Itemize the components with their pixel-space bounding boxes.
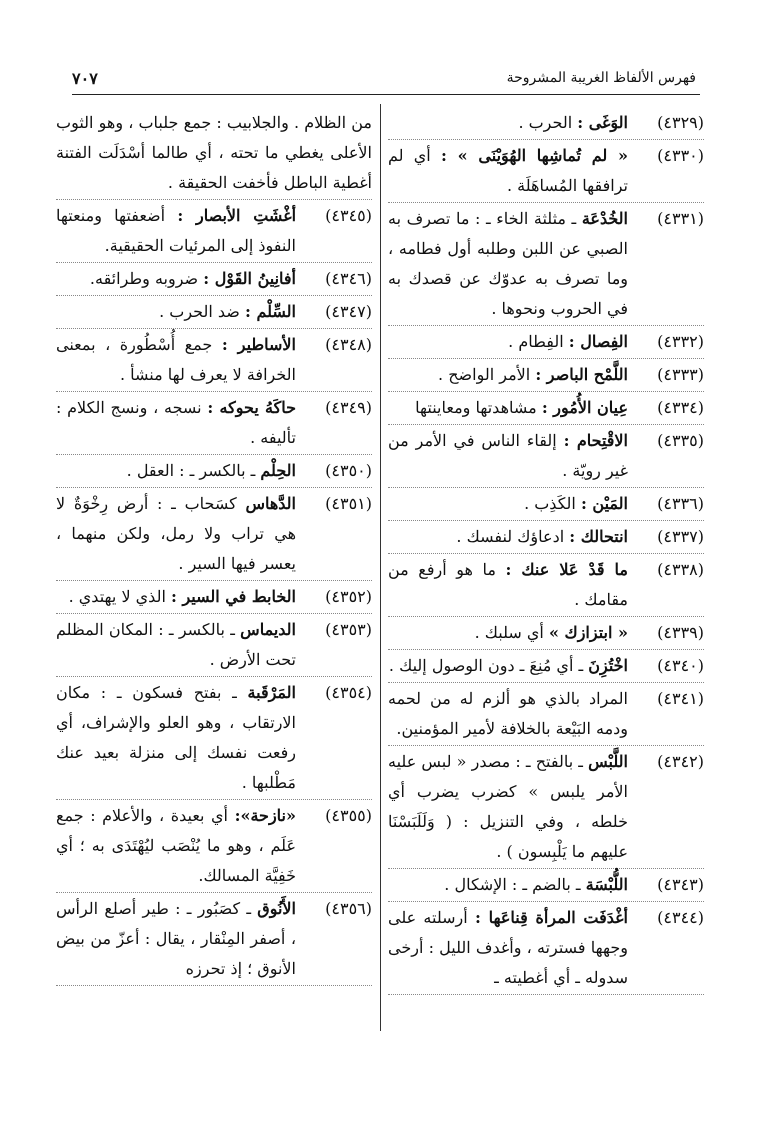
entry-text: [56, 582, 296, 612]
entry-term: المَرْقَبة: [247, 683, 296, 702]
glossary-entry: [388, 108, 704, 140]
entry-definition: ادعاؤك لنفسك .: [456, 527, 570, 546]
glossary-entry: [56, 489, 372, 581]
glossary-entry: [56, 894, 372, 986]
glossary-entry: [388, 204, 704, 326]
entry-number: (٤٣٥٣): [325, 620, 372, 639]
glossary-entry: [56, 264, 372, 296]
page-header: [72, 66, 696, 90]
entry-definition: جمع أُسْطُورة ، بمعنى الخرافة لا يعرف لها منشأ .: [56, 335, 296, 384]
glossary-entry: [56, 582, 372, 614]
entry-text: [388, 426, 628, 486]
entry-text: [388, 684, 628, 744]
entry-text: [56, 678, 296, 798]
glossary-entry: [56, 330, 372, 392]
entry-text: [56, 894, 296, 984]
entry-text: [56, 615, 296, 675]
entry-number: (٤٣٥١): [325, 494, 372, 513]
entry-term: أغْدَفَت المرأة قِناعَها :: [474, 908, 628, 927]
entry-definition: ـ بالكسر ـ : العقل .: [126, 461, 261, 480]
entry-text: [388, 870, 628, 900]
entry-definition: ـ مثلثة الخاء ـ : ما تصرف به الصبي عن اللبن وطلبه أول فطامه ، وما تصرف به عدوّك عن قصدك به في الحروب ونحوها .: [388, 209, 628, 318]
entry-number: (٤٣٣١): [657, 209, 704, 228]
entry-number: (٤٣٢٩): [657, 113, 704, 132]
entry-term: انتحالك :: [569, 527, 628, 546]
entry-term: الديماس: [240, 620, 296, 639]
entry-term: اللُّبْسَة: [585, 875, 628, 894]
entry-definition: من الظلام . والجلابيب : جمع جلباب ، وهو الثوب الأعلى يغطي ما تحته ، أي طالما أسْدَلَت الفتنة أغطية الباطل فأخفت الحقيقة .: [56, 113, 372, 192]
entry-number: (٤٣٤٠): [657, 656, 704, 675]
entry-text: [388, 108, 628, 138]
glossary-entry: [388, 327, 704, 359]
entry-definition: أي سلبك .: [474, 623, 549, 642]
entry-number: (٤٣٤٨): [325, 335, 372, 354]
glossary-entry: [56, 456, 372, 488]
entry-term: الحِلْم: [260, 461, 296, 480]
entry-text: [388, 555, 628, 615]
entry-term: المَيْن :: [580, 494, 628, 513]
entry-definition: ـ بفتح فسكون ـ : مكان الارتقاب ، وهو العلو والإشراف، أي رفعت نفسك إلى منزلة بعيد عنك مَطْلبها .: [56, 683, 296, 792]
right-column: [388, 108, 704, 996]
glossary-entry: [388, 489, 704, 521]
entry-definition: ـ بالكسر ـ : المكان المظلم تحت الأرض .: [56, 620, 296, 669]
entry-number: (٤٣٥٤): [325, 683, 372, 702]
entry-definition: ما هو أرفع من مقامك .: [388, 560, 628, 609]
entry-definition: مشاهدتها ومعاينتها: [415, 398, 542, 417]
entry-number: (٤٣٤٣): [657, 875, 704, 894]
entry-number: (٤٣٤٧): [325, 302, 372, 321]
entry-definition: ـ أي مُنِعَ ـ دون الوصول إليك .: [388, 656, 589, 675]
entry-definition: الأمر الواضح .: [438, 365, 536, 384]
entry-number: (٤٣٥٠): [325, 461, 372, 480]
entry-term: أغْشَتِ الأبصار :: [177, 206, 297, 225]
entry-term: الأَنُوق: [257, 899, 296, 918]
glossary-entry: [388, 522, 704, 554]
entry-number: (٤٣٣٨): [657, 560, 704, 579]
entry-term: الأساطير :: [221, 335, 296, 354]
entry-term: الخابط في السير :: [170, 587, 296, 606]
entry-term: اللَّمْح الباصر :: [535, 365, 628, 384]
entry-definition: أي لم ترافقها المُساهَلَة .: [388, 146, 628, 195]
glossary-entry: [56, 678, 372, 800]
glossary-entry: [388, 555, 704, 617]
entry-definition: أي بعيدة ، والأعلام : جمع عَلَم ، وهو ما يُنْصَب ليُهْتَدَى به ؛ أي خَفِيَّة المسالك.: [56, 806, 296, 885]
glossary-entry: [388, 747, 704, 869]
entry-definition: ضروبه وطرائقه.: [89, 269, 204, 288]
entry-number: (٤٣٣٩): [657, 623, 704, 642]
entry-text: [56, 801, 296, 891]
entry-number: (٤٣٤٦): [325, 269, 372, 288]
entry-text: [388, 327, 628, 357]
entry-definition: ـ بالضم ـ : الإشكال .: [444, 875, 586, 894]
header-rule: [72, 94, 700, 95]
entry-term: ما قَدْ عَلا عنك :: [505, 560, 628, 579]
entry-text: [56, 108, 372, 198]
entry-number: (٤٣٣٣): [657, 365, 704, 384]
entry-text: [56, 264, 296, 294]
entry-text: [56, 330, 296, 390]
entry-definition: الذي لا يهتدي .: [68, 587, 171, 606]
entry-definition: إلقاء الناس في الأمر من غير رويّة .: [388, 431, 628, 480]
glossary-entry: [56, 393, 372, 455]
entry-text: [388, 489, 628, 519]
entry-term: الوَغَى :: [577, 113, 628, 132]
entry-definition: كسَحاب ـ : أرض رِخْوَةٌ لا هي تراب ولا رمل، ولكن منهما ، يعسر فيها السير .: [56, 494, 296, 573]
entry-definition: ـ كصَبُور ـ : طير أصلع الرأس ، أصفر المِنْقار ، يقال : أعزّ من بيض الأنوق ؛ إذ تحرزه: [56, 899, 296, 978]
entry-definition: ـ بالفتح ـ : مصدر « لبس عليه الأمر يلبس » كضرب يضرب أي خلطه ، وفي التنزيل : ( وَلَلَبَسْنَا عليهم ما يَلْبِسون ) .: [388, 752, 628, 861]
entry-term: عِيان الأُمُور :: [541, 398, 628, 417]
entry-text: [56, 456, 296, 486]
glossary-entry: [388, 618, 704, 650]
entry-text: [388, 522, 628, 552]
entry-term: اخْتُزِنَ: [588, 656, 628, 675]
entry-number: (٤٣٣٢): [657, 332, 704, 351]
entry-definition: الحرب .: [518, 113, 578, 132]
page-number: ٧٠٧: [72, 68, 98, 88]
entry-number: (٤٣٤١): [657, 689, 704, 708]
entry-term: « لم تُماشِها الهُوَيْنَى » :: [441, 146, 629, 165]
glossary-entry: [388, 360, 704, 392]
entry-text: [56, 297, 296, 327]
glossary-entry: [56, 615, 372, 677]
glossary-entry: [388, 903, 704, 995]
entry-term: الخُدْعَة: [581, 209, 628, 228]
entry-definition: نسجه ، ونسج الكلام : تأليفه .: [56, 398, 296, 447]
entry-number: (٤٣٣٧): [657, 527, 704, 546]
entry-term: حاكَهُ يحوكه :: [207, 398, 296, 417]
entry-term: أفانِينُ القَوْل :: [203, 269, 296, 288]
entry-term: الاقْتِحام :: [563, 431, 629, 450]
glossary-entry: [56, 801, 372, 893]
entry-term: «نازحة»:: [234, 806, 296, 825]
entry-text: [388, 360, 628, 390]
entry-number: (٤٣٣٥): [657, 431, 704, 450]
glossary-entry: [388, 426, 704, 488]
entry-text: [388, 141, 628, 201]
glossary-entry: [388, 651, 704, 683]
entry-number: (٤٣٤٩): [325, 398, 372, 417]
entry-definition: الفِطام .: [508, 332, 569, 351]
running-title: فهرس الألفاظ الغريبة المشروحة: [506, 70, 696, 86]
entry-number: (٤٣٥٥): [325, 806, 372, 825]
entry-term: الدَّهاس: [245, 494, 296, 513]
entry-definition: المراد بالذي هو ألزم له من لحمه ودمه البَيْعة بالخلافة لأمير المؤمنين.: [388, 689, 628, 738]
entry-number: (٤٣٤٢): [657, 752, 704, 771]
entry-definition: أرسلته على وجهها فسترته ، وأغدف الليل : أرخى سدوله ـ أي أغطيته ـ: [388, 908, 628, 987]
entry-text: [56, 489, 296, 579]
glossary-entry: [388, 141, 704, 203]
entry-term: الفِصال :: [568, 332, 628, 351]
glossary-entry: [56, 108, 372, 200]
glossary-entry: [388, 870, 704, 902]
entry-number: (٤٣٤٤): [657, 908, 704, 927]
entry-definition: الكَذِب .: [524, 494, 581, 513]
entry-text: [388, 393, 628, 423]
glossary-entry: [56, 297, 372, 329]
entry-number: (٤٣٣٠): [657, 146, 704, 165]
entry-term: السِّلْم :: [244, 302, 296, 321]
entry-text: [388, 651, 628, 681]
entry-term: اللَّبْس: [588, 752, 628, 771]
entry-text: [388, 204, 628, 324]
left-column: [56, 108, 372, 987]
entry-number: (٤٣٣٤): [657, 398, 704, 417]
entry-definition: ضد الحرب .: [159, 302, 245, 321]
entry-text: [56, 393, 296, 453]
entry-term: « ابتزازك »: [548, 623, 628, 642]
entry-text: [388, 903, 628, 993]
glossary-entry: [388, 684, 704, 746]
entry-number: (٤٣٥٦): [325, 899, 372, 918]
column-divider: [380, 104, 381, 1031]
entry-number: (٤٣٣٦): [657, 494, 704, 513]
entry-text: [388, 747, 628, 867]
entry-text: [56, 201, 296, 261]
entry-number: (٤٣٥٢): [325, 587, 372, 606]
entry-definition: أضعفتها ومنعتها النفوذ إلى المرئيات الحقيقية.: [56, 206, 296, 255]
glossary-entry: [56, 201, 372, 263]
entry-text: [388, 618, 628, 648]
glossary-entry: [388, 393, 704, 425]
entry-number: (٤٣٤٥): [325, 206, 372, 225]
